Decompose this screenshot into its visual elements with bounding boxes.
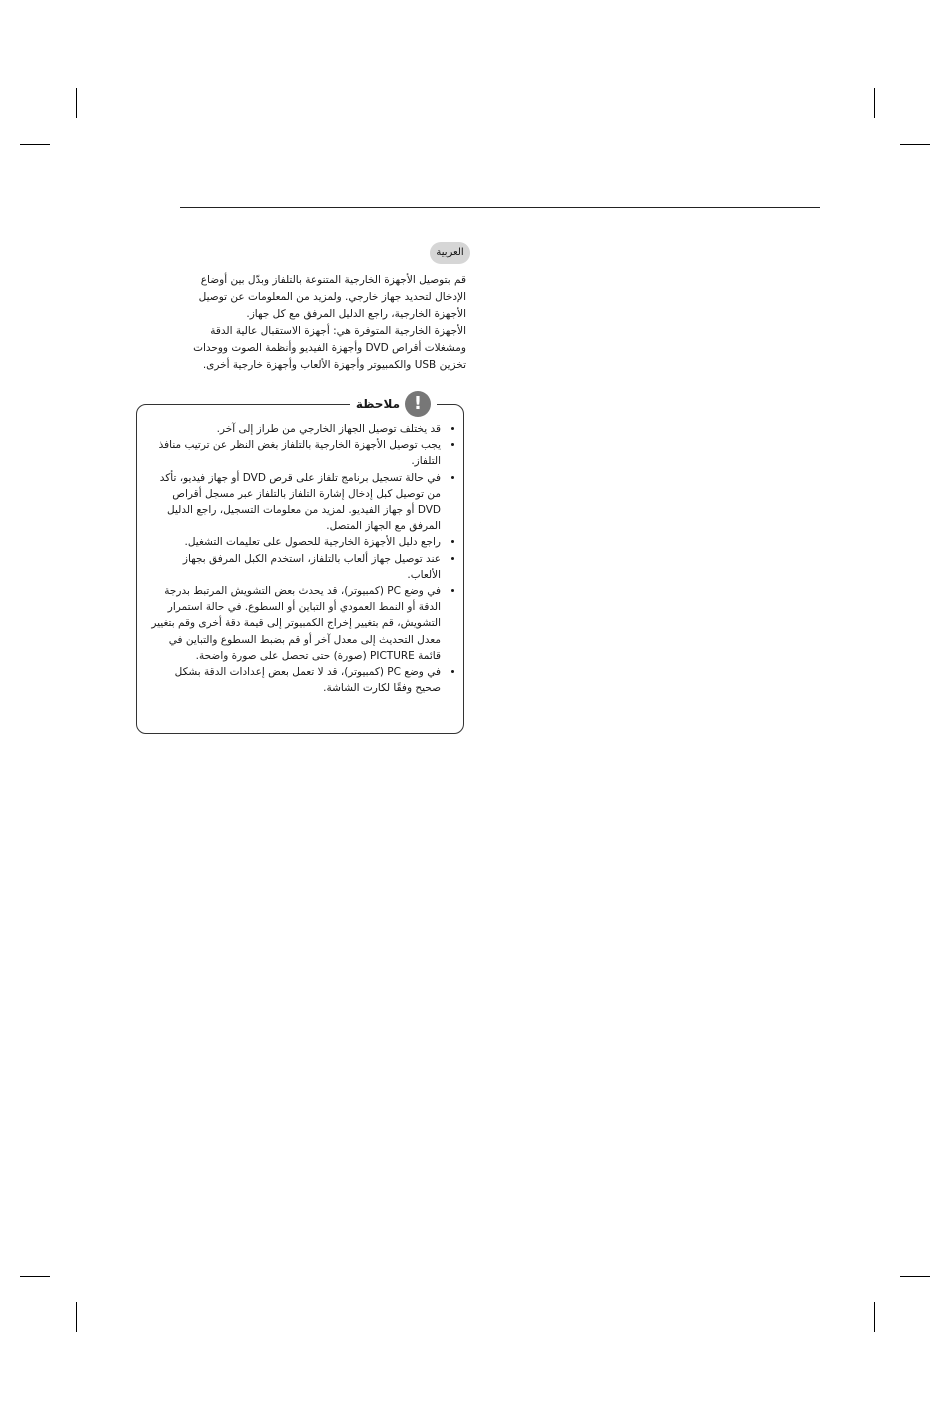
exclamation-icon: ! — [405, 391, 431, 417]
note-item: • عند توصيل جهاز ألعاب بالتلفاز، استخدم الكبل المرفق بجهاز الألعاب. — [147, 551, 441, 583]
note-item: • قد يختلف توصيل الجهاز الخارجي من طراز إلى آخر. — [147, 421, 441, 437]
crop-mark-top-right-horizontal — [900, 144, 930, 145]
intro-paragraph: الأجهزة الخارجية المتوفرة هي: أجهزة الاستقبال عالية الدقة ومشغلات أقراص DVD وأجهزة الفيديو وأنظمة الصوت ووحدات تخزين USB والكمبيوتر وأجهزة الألعاب وأجهزة خارجية أخرى. — [193, 325, 466, 371]
crop-mark-top-left-vertical — [76, 88, 77, 118]
language-tab: العربية — [430, 242, 470, 264]
note-item: • في وضع PC (كمبيوتر)، قد لا تعمل بعض إعدادات الدقة بشكل صحيح وفقًا لكارت الشاشة. — [147, 664, 441, 696]
crop-mark-bottom-right-vertical — [874, 1302, 875, 1332]
intro-paragraph: قم بتوصيل الأجهزة الخارجية المتنوعة بالتلفاز وبدّل بين أوضاع الإدخال لتحديد جهاز خارجي. ولمزيد من المعلومات عن توصيل الأجهزة الخارجية، راجع الدليل المرفق مع كل جهاز. — [198, 274, 466, 320]
note-item: • راجع دليل الأجهزة الخارجية للحصول على تعليمات التشغيل. — [147, 534, 441, 550]
crop-mark-top-left-horizontal — [20, 144, 50, 145]
crop-mark-bottom-left-vertical — [76, 1302, 77, 1332]
intro-text — [170, 272, 466, 374]
crop-mark-top-right-vertical — [874, 88, 875, 118]
note-item: • يجب توصيل الأجهزة الخارجية بالتلفاز بغض النظر عن ترتيب منافذ التلفاز. — [147, 437, 441, 469]
note-list — [147, 421, 457, 696]
note-item: • في وضع PC (كمبيوتر)، قد يحدث بعض التشويش المرتبط بدرجة الدقة أو النمط العمودي أو التباين أو السطوع. في حالة استمرار التشويش، قم بتغيير إخراج الكمبيوتر إلى قيمة دقة أخرى وقم بتغيير معدل التحديث إلى معدل آخر أو قم بضبط السطوع والتباين في قائمة PICTURE (صورة) حتى تحصل على صورة واضحة. — [147, 583, 441, 664]
note-header — [350, 391, 437, 417]
note-item: • في حالة تسجيل برنامج تلفاز على قرص DVD أو جهاز فيديو، تأكد من توصيل كبل إدخال إشارة التلفاز بالتلفاز عبر مسجل أقراص DVD أو جهاز الفيديو. لمزيد من معلومات التسجيل، راجع الدليل المرفق مع الجهاز المتصل. — [147, 470, 441, 535]
note-title: ملاحظة — [355, 397, 400, 411]
note-box — [136, 393, 464, 734]
header-rule — [180, 207, 820, 208]
crop-mark-bottom-left-horizontal — [20, 1276, 50, 1277]
crop-mark-bottom-right-horizontal — [900, 1276, 930, 1277]
